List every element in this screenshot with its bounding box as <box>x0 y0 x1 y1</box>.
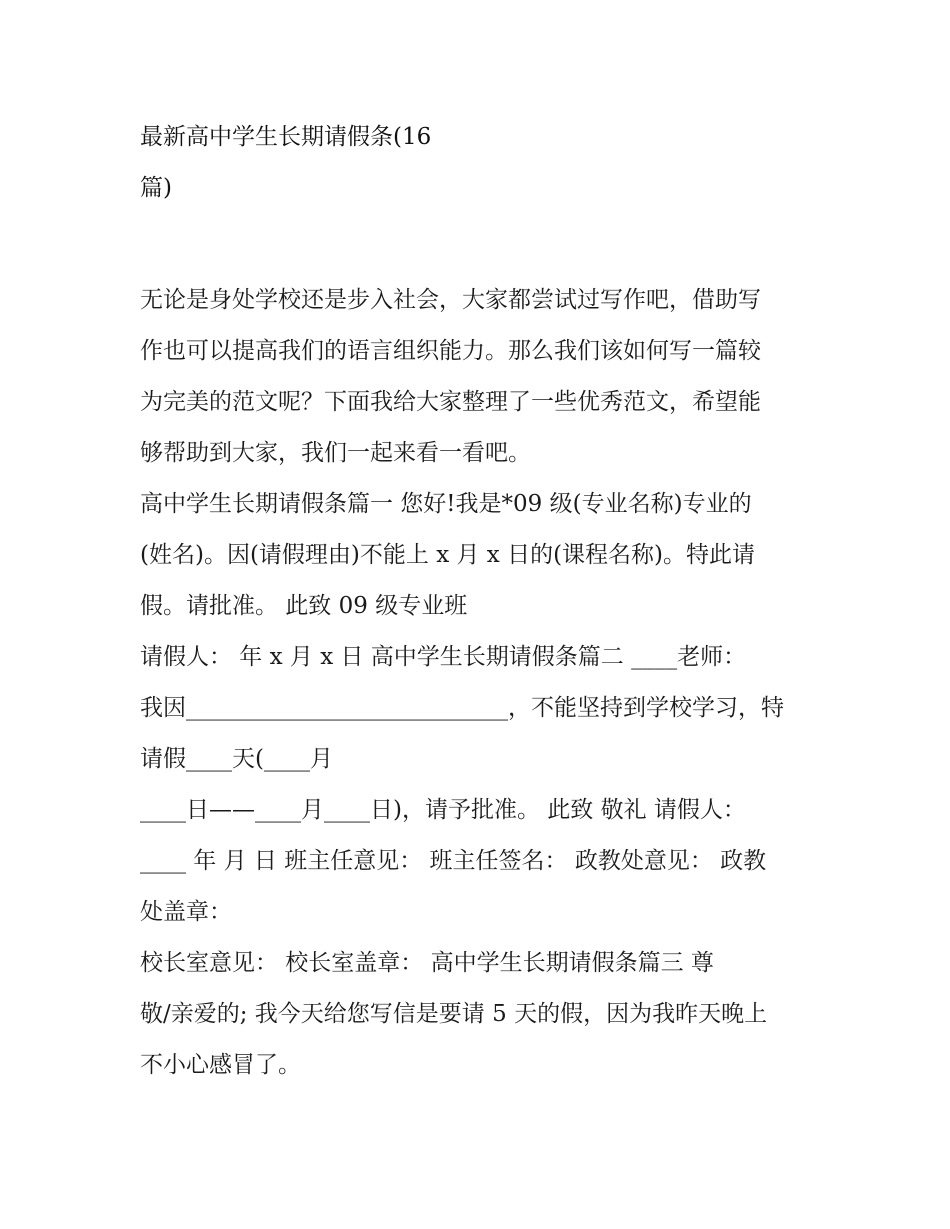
text-line: ____ 年 月 日 班主任意见： 班主任签名： 政教处意见： 政教 <box>140 848 767 874</box>
text-line: (姓名)。因(请假理由)不能上 x 月 x 日的(课程名称)。特此请 <box>140 542 756 568</box>
title-line: 最新高中学生长期请假条(16 <box>140 124 432 150</box>
text-line: ____日——____月____日)，请予批准。 此致 敬礼 请假人： <box>140 797 746 823</box>
text-line: 敬/亲爱的; 我今天给您写信是要请 5 天的假，因为我昨天晚上 <box>140 1001 768 1027</box>
leave-note-paragraph-3 <box>140 785 820 938</box>
leave-note-paragraph-2 <box>140 632 820 785</box>
text-line: 处盖章： <box>140 899 232 925</box>
text-line: 不小心感冒了。 <box>140 1052 301 1078</box>
intro-paragraph <box>140 275 820 479</box>
text-line: 请假____天(____月 <box>140 746 333 772</box>
text-line: 作也可以提高我们的语言组织能力。那么我们该如何写一篇较 <box>140 338 761 364</box>
text-line: 校长室意见： 校长室盖章： 高中学生长期请假条篇三 尊 <box>140 950 714 976</box>
text-line: 假。请批准。 此致 09 级专业班 <box>140 593 468 619</box>
text-line: 为完美的范文呢？下面我给大家整理了一些优秀范文，希望能 <box>140 389 761 415</box>
leave-note-paragraph-4 <box>140 938 820 1091</box>
text-line: 够帮助到大家，我们一起来看一看吧。 <box>140 440 531 466</box>
text-line: 请假人： 年 x 月 x 日 高中学生长期请假条篇二 ____老师： <box>140 644 747 670</box>
document-title <box>140 112 820 214</box>
title-line: 篇) <box>140 175 172 201</box>
leave-note-paragraph-1 <box>140 479 820 632</box>
text-line: 高中学生长期请假条篇一 您好!我是*09 级(专业名称)专业的 <box>140 491 752 517</box>
document-body <box>140 275 820 1091</box>
text-line: 我因____________________________，不能坚持到学校学习，特 <box>140 695 784 721</box>
text-line: 无论是身处学校还是步入社会，大家都尝试过写作吧，借助写 <box>140 287 761 313</box>
